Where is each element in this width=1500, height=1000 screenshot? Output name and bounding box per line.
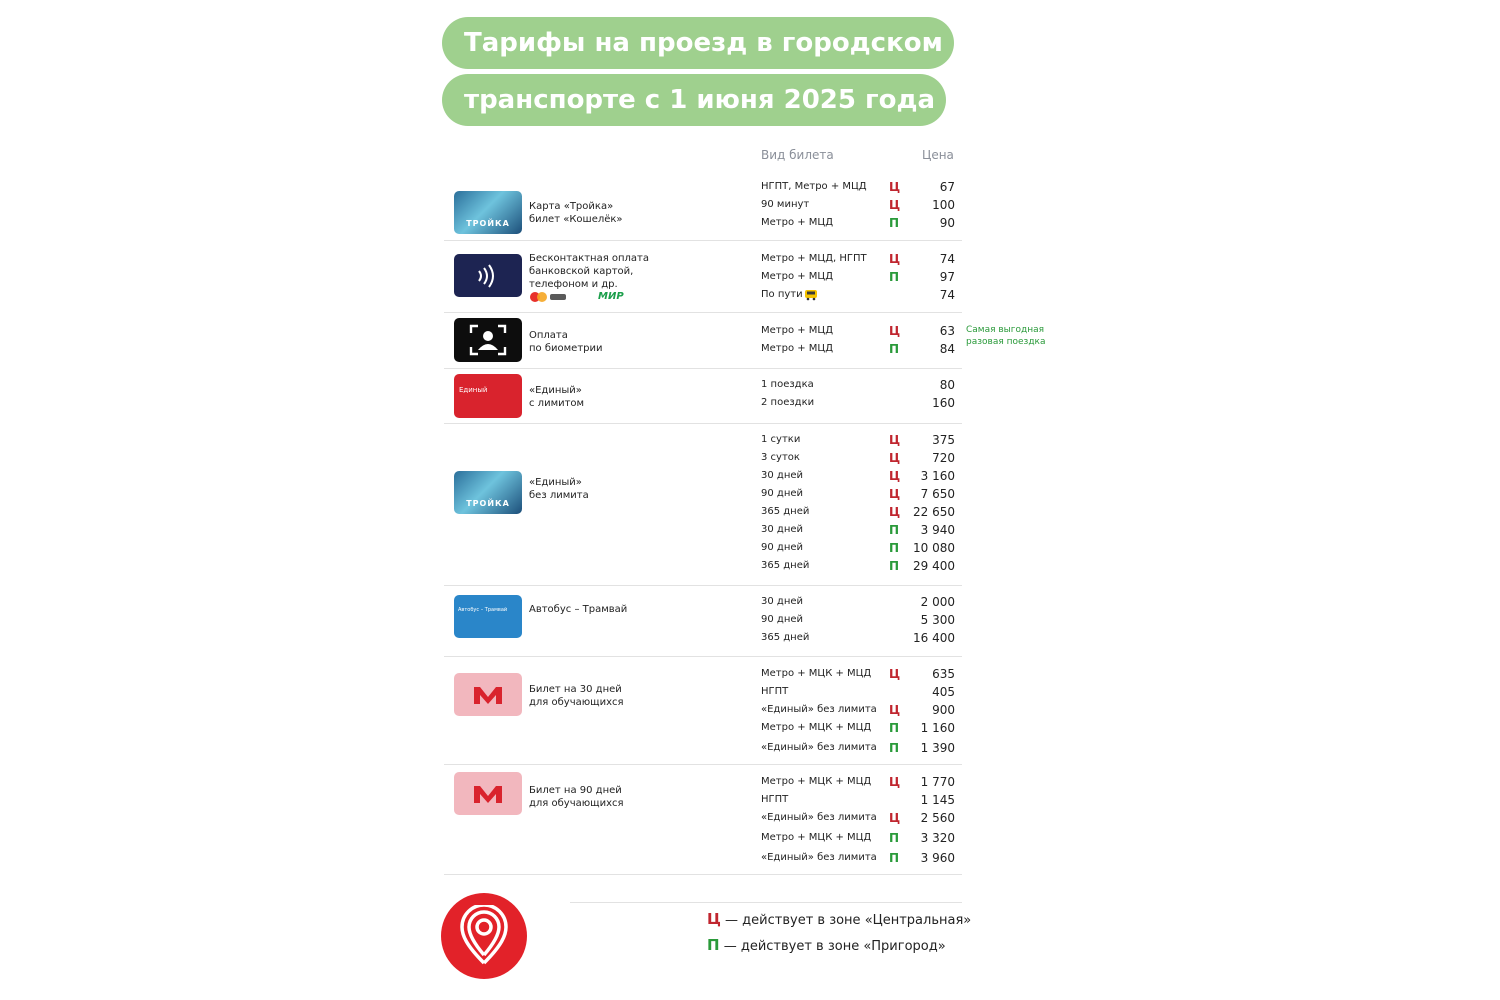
section-divider (444, 368, 962, 369)
tariff-row (0, 774, 1500, 790)
tariff-row (0, 486, 1500, 502)
troika-card-label: ТРОЙКА (466, 499, 510, 508)
moscow-transport-logo-icon (441, 893, 527, 979)
ticket-price: 1 145 (920, 793, 955, 807)
ticket-name: 90 минут (761, 199, 810, 210)
zone-marker: П (889, 541, 900, 555)
ticket-price: 3 940 (920, 523, 955, 537)
tariff-row (0, 594, 1500, 610)
ticket-name: Метро + МЦК + МЦД (761, 832, 872, 843)
zone-marker: Ц (889, 811, 901, 825)
tariff-row (0, 323, 1500, 339)
zone-marker: Ц (889, 505, 901, 519)
legend-central-text: — действует в зоне «Центральная» (720, 913, 972, 928)
ticket-price: 7 650 (920, 487, 955, 501)
tariff-row (0, 720, 1500, 736)
tariff-row (0, 810, 1500, 826)
section-divider (444, 312, 962, 313)
taxi-icon (804, 287, 818, 301)
zone-marker: Ц (889, 324, 901, 338)
ticket-price: 160 (932, 396, 955, 410)
ticket-name: «Единый» без лимита (761, 812, 877, 823)
tariff-row (0, 830, 1500, 846)
tariff-row (0, 522, 1500, 538)
ticket-price: 900 (932, 703, 955, 717)
ticket-name: 30 дней (761, 596, 804, 607)
section-divider (444, 585, 962, 586)
tariff-row (0, 540, 1500, 556)
ticket-name: Метро + МЦД (761, 343, 834, 354)
ticket-price: 22 650 (913, 505, 955, 519)
zone-marker: П (889, 270, 900, 284)
ticket-price: 2 560 (920, 811, 955, 825)
tariff-row (0, 558, 1500, 574)
tariff-row (0, 251, 1500, 267)
ticket-name: НГПТ (761, 686, 789, 697)
legend-suburb (707, 936, 946, 956)
zone-marker: П (889, 721, 900, 735)
tariff-row (0, 197, 1500, 213)
legend-suburb-text: — действует в зоне «Пригород» (719, 939, 946, 954)
zone-marker: Ц (889, 451, 901, 465)
ticket-name: 90 дней (761, 542, 804, 553)
ticket-name: 30 дней (761, 524, 804, 535)
zone-marker: Ц (889, 487, 901, 501)
ticket-price: 63 (939, 324, 955, 338)
ticket-name: «Единый» без лимита (761, 704, 877, 715)
ticket-price: 97 (939, 270, 955, 284)
header-price: Цена (922, 148, 954, 162)
ticket-name: 3 суток (761, 452, 800, 463)
best-deal-note: Самая выгодная разовая поездка (966, 325, 1046, 347)
tariff-row (0, 612, 1500, 628)
tariff-row (0, 666, 1500, 682)
ticket-name: Метро + МЦК + МЦД (761, 668, 872, 679)
ticket-name: «Единый» без лимита (761, 742, 877, 753)
section-description: Билет на 90 дней для обучающихся (529, 785, 624, 809)
zone-marker: Ц (889, 180, 901, 194)
section-description: Бесконтактная оплата банковской картой, телефоном и др. (529, 253, 650, 290)
header-ticket-type: Вид билета (761, 148, 834, 162)
legend-central (707, 910, 971, 930)
transport-swirl-icon (456, 905, 512, 967)
ticket-price: 29 400 (913, 559, 955, 573)
section-description: «Единый» без лимита (529, 477, 589, 501)
ticket-price: 3 160 (920, 469, 955, 483)
zone-marker: П (889, 741, 900, 755)
tariff-row (0, 850, 1500, 866)
ticket-price: 16 400 (913, 631, 955, 645)
tariff-row (0, 630, 1500, 646)
ticket-price: 1 770 (920, 775, 955, 789)
section-divider (444, 240, 962, 241)
ticket-name: НГПТ (761, 794, 789, 805)
ticket-price: 80 (939, 378, 955, 392)
title-line-1: Тарифы на проезд в городском (442, 17, 954, 69)
zone-marker: П (889, 342, 900, 356)
zone-marker: Ц (889, 469, 901, 483)
ticket-name: 1 сутки (761, 434, 801, 445)
ticket-name: «Единый» без лимита (761, 852, 877, 863)
tariff-row (0, 504, 1500, 520)
ticket-price: 90 (939, 216, 955, 230)
ticket-price: 635 (932, 667, 955, 681)
zone-marker: П (889, 831, 900, 845)
section-description: Карта «Тройка» билет «Кошелёк» (529, 201, 623, 225)
ticket-price: 405 (932, 685, 955, 699)
tariff-row (0, 468, 1500, 484)
zone-marker: Ц (889, 433, 901, 447)
section-description: Автобус – Трамвай (529, 604, 628, 615)
tariff-row (0, 269, 1500, 285)
section-description: Билет на 30 дней для обучающихся (529, 684, 624, 708)
ticket-name: Метро + МЦД (761, 271, 834, 282)
legend-divider (570, 902, 962, 903)
ticket-name: НГПТ, Метро + МЦД (761, 181, 867, 192)
zone-marker: П (889, 559, 900, 573)
zone-marker: П (889, 523, 900, 537)
section-divider (444, 764, 962, 765)
ticket-price: 1 160 (920, 721, 955, 735)
tariff-row (0, 179, 1500, 195)
ticket-price: 10 080 (913, 541, 955, 555)
ticket-name: 365 дней (761, 506, 810, 517)
title-line-2: транспорте с 1 июня 2025 года (442, 74, 946, 126)
ticket-name: Метро + МЦД (761, 217, 834, 228)
ticket-name: По пути (761, 289, 803, 300)
ticket-name: 365 дней (761, 560, 810, 571)
section-description: «Единый» с лимитом (529, 385, 585, 409)
zone-marker: Ц (889, 198, 901, 212)
tariff-row (0, 395, 1500, 411)
zone-c-marker: Ц (707, 910, 721, 928)
ticket-price: 74 (939, 252, 955, 266)
ticket-price: 84 (939, 342, 955, 356)
tariff-row (0, 450, 1500, 466)
ticket-price: 5 300 (920, 613, 955, 627)
ticket-name: 365 дней (761, 632, 810, 643)
section-divider (444, 423, 962, 424)
ticket-name: 90 дней (761, 488, 804, 499)
troika-card-label: ТРОЙКА (466, 219, 510, 228)
ticket-price: 720 (932, 451, 955, 465)
tariff-row (0, 740, 1500, 756)
tariff-row (0, 341, 1500, 357)
ticket-price: 3 320 (920, 831, 955, 845)
zone-marker: П (889, 216, 900, 230)
ticket-name: 1 поездка (761, 379, 814, 390)
ticket-price: 74 (939, 288, 955, 302)
tariff-row (0, 432, 1500, 448)
ticket-price: 100 (932, 198, 955, 212)
edinyi-card-label: Единый (459, 386, 488, 394)
tariff-row (0, 702, 1500, 718)
zone-marker: Ц (889, 703, 901, 717)
tariff-row (0, 684, 1500, 700)
section-divider (444, 874, 962, 875)
zone-p-marker: П (707, 936, 720, 954)
mir-logo: МИР (598, 291, 624, 302)
ticket-name: Метро + МЦК + МЦД (761, 776, 872, 787)
zone-marker: Ц (889, 775, 901, 789)
ticket-price: 375 (932, 433, 955, 447)
ticket-price: 3 960 (920, 851, 955, 865)
zone-marker: П (889, 851, 900, 865)
ticket-name: 90 дней (761, 614, 804, 625)
tariff-row (0, 377, 1500, 393)
ticket-price: 67 (939, 180, 955, 194)
zone-marker: Ц (889, 252, 901, 266)
tariff-row (0, 215, 1500, 231)
ticket-price: 1 390 (920, 741, 955, 755)
ticket-name: 30 дней (761, 470, 804, 481)
bus-tram-card-label: Автобус – Трамвай (458, 607, 508, 613)
tariff-row (0, 287, 1500, 303)
ticket-name: Метро + МЦК + МЦД (761, 722, 872, 733)
ticket-name: Метро + МЦД (761, 325, 834, 336)
ticket-name: 2 поездки (761, 397, 815, 408)
zone-marker: Ц (889, 667, 901, 681)
ticket-name: Метро + МЦД, НГПТ (761, 253, 867, 264)
section-divider (444, 656, 962, 657)
tariff-row (0, 792, 1500, 808)
section-description: Оплата по биометрии (529, 330, 603, 354)
ticket-price: 2 000 (920, 595, 955, 609)
